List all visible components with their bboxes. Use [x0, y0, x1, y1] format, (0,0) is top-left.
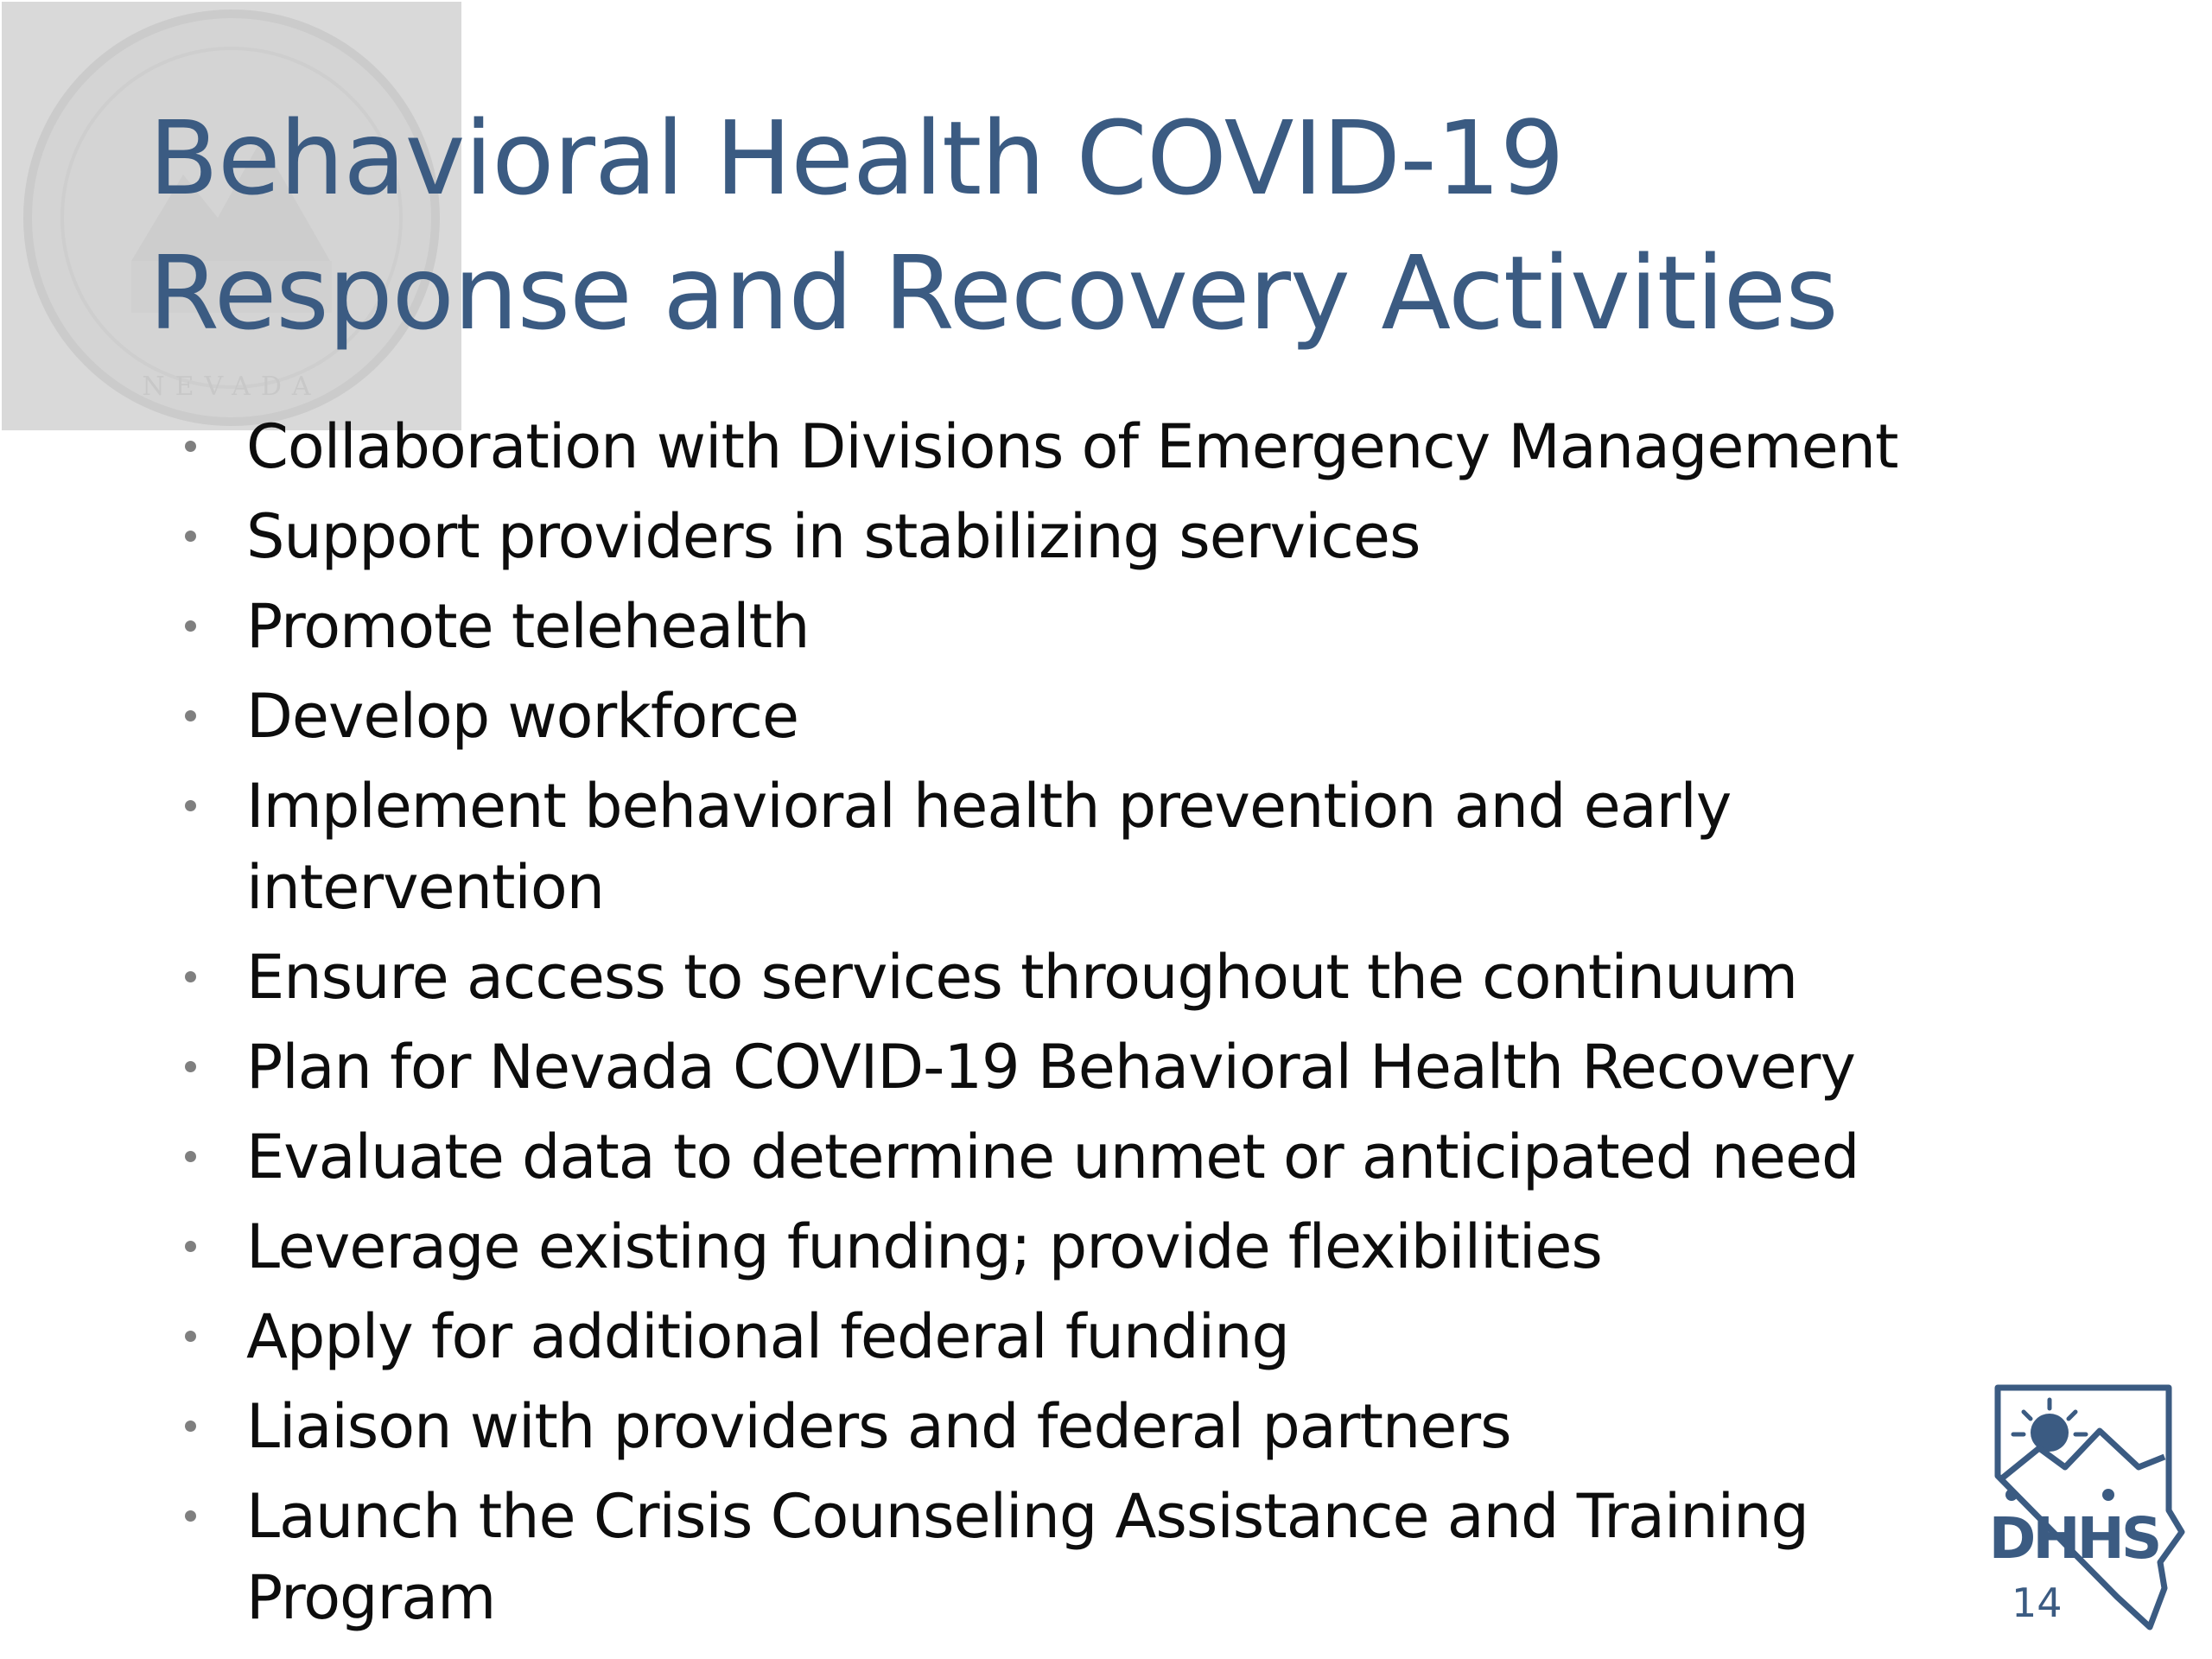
bullet-text: Leverage existing funding; provide flexibilities	[246, 1211, 1602, 1282]
bullet-dot-icon	[185, 1331, 196, 1342]
slide-title-line-2: Response and Recovery Activities	[149, 233, 1838, 353]
bullet-text: Plan for Nevada COVID-19 Behavioral Health Recovery	[246, 1032, 1855, 1103]
slide-title	[149, 91, 2093, 360]
bullet-dot-icon	[185, 1421, 196, 1432]
bullet-text: Liaison with providers and federal partners	[246, 1391, 1511, 1462]
bullet-text: Support providers in stabilizing services	[246, 501, 1421, 572]
bullet-text: Develop workforce	[246, 681, 799, 752]
bullet-item	[0, 1027, 1944, 1108]
bullet-text: Launch the Crisis Counseling Assistance and Training Program	[246, 1481, 1808, 1633]
bullet-dot-icon	[185, 441, 196, 452]
bullet-item	[0, 1296, 1944, 1377]
bullet-text: Apply for additional federal funding	[246, 1301, 1289, 1372]
bullet-dot-icon	[185, 620, 196, 632]
bullet-item	[0, 586, 1944, 667]
bullet-text: Implement behavioral health prevention and early intervention	[246, 771, 1732, 923]
bullet-item	[0, 1386, 1944, 1467]
svg-text:DHHS: DHHS	[1988, 1505, 2159, 1572]
bullet-item	[0, 766, 1944, 928]
bullet-dot-icon	[185, 531, 196, 542]
slide-title-line-1: Behavioral Health COVID-19	[149, 99, 1564, 218]
page-number: 14	[2012, 1580, 2063, 1626]
bullet-text: Promote telehealth	[246, 591, 810, 662]
bullet-dot-icon	[185, 710, 196, 721]
bullet-dot-icon	[185, 800, 196, 811]
bullet-item	[0, 1476, 1944, 1638]
bullet-text: Evaluate data to determine unmet or anticipated need	[246, 1122, 1859, 1192]
bullet-list	[0, 406, 1944, 1647]
bullet-dot-icon	[185, 1151, 196, 1162]
bullet-item	[0, 937, 1944, 1018]
bullet-text: Collaboration with Divisions of Emergency Management	[246, 411, 1898, 482]
bullet-text: Ensure access to services throughout the continuum	[246, 942, 1798, 1013]
bullet-item	[0, 676, 1944, 757]
bullet-item	[0, 1116, 1944, 1198]
bullet-dot-icon	[185, 1061, 196, 1072]
bullet-dot-icon	[185, 1241, 196, 1252]
bullet-item	[0, 1206, 1944, 1287]
svg-text:NEVADA: NEVADA	[142, 372, 321, 402]
bullet-dot-icon	[185, 971, 196, 982]
bullet-dot-icon	[185, 1510, 196, 1522]
bullet-item	[0, 406, 1944, 487]
bullet-item	[0, 496, 1944, 577]
